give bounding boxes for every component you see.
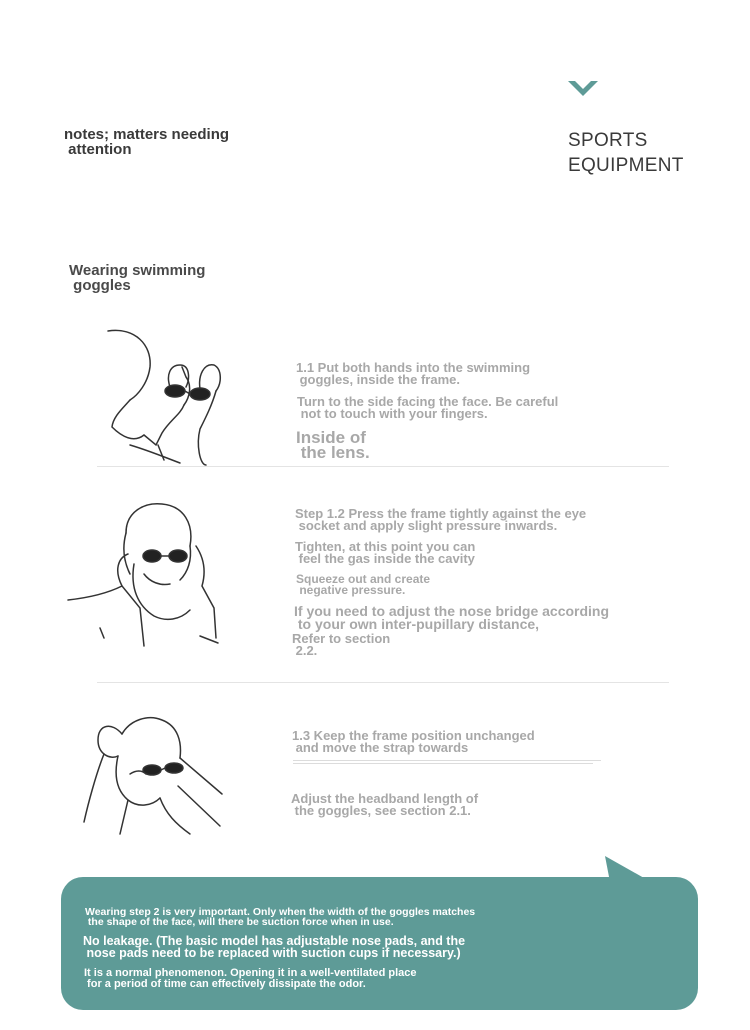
fine-print-scribble [293,760,601,764]
step1-line1: 1.1 Put both hands into the swimming goggles, inside the frame. [296,360,531,387]
step2-illustration [66,498,226,650]
step2-line5: Refer to section 2.2. [292,631,391,658]
note-line2: No leakage. (The basic model has adjustable nose pads, and the nose pads need to be replaced with suction cups if necessary.) [83,934,466,960]
chevron-down-icon [567,78,599,98]
divider [97,466,669,467]
step3-line1: 1.3 Keep the frame position unchanged and move the strap towards [292,728,535,755]
step1-line2: Turn to the side facing the face. Be careful not to touch with your fingers. [297,394,559,421]
step2-line2: Tighten, at this point you can feel the gas inside the cavity [295,539,476,566]
step3-line2: Adjust the headband length of the goggles, see section 2.1. [291,791,479,818]
divider [97,682,669,683]
step2-line1: Step 1.2 Press the frame tightly against the eye socket and apply slight pressure inwards. [295,506,587,533]
section-title: Wearing swimming goggles [69,262,206,294]
note-line1: Wearing step 2 is very important. Only when the width of the goggles matches the shape of the face, will there be suction force when in use. [85,906,476,928]
brand-title: SPORTS EQUIPMENT [568,130,684,176]
step1-illustration [100,325,235,470]
note-line3: It is a normal phenomenon. Opening it in a well-ventilated place for a period of time can effectively dissipate the odor. [84,967,417,990]
step3-illustration [82,714,228,838]
step2-line3: Squeeze out and create negative pressure. [296,572,431,597]
notes-title: notes; matters needing attention [64,126,230,158]
step2-line4: If you need to adjust the nose bridge according to your own inter-pupillary distance, [294,603,610,632]
step1-line3: Inside of the lens. [296,428,370,462]
